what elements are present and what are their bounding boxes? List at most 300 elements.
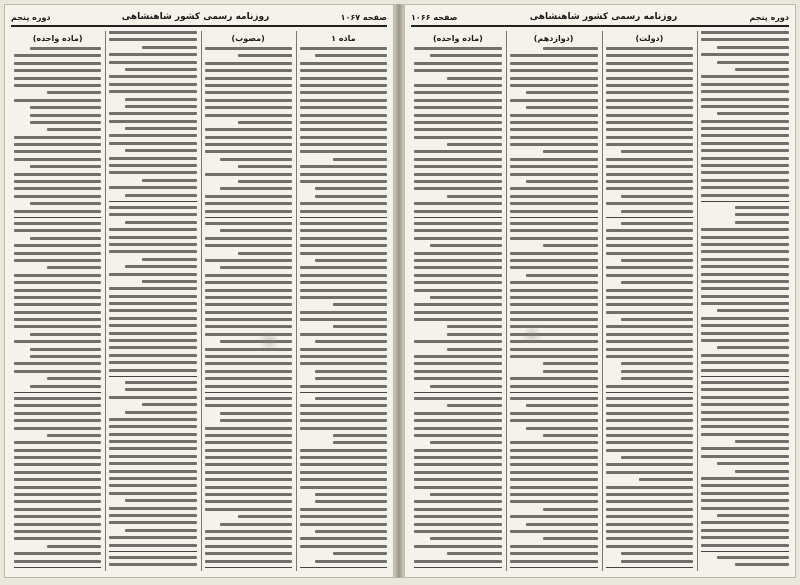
text-line [606,434,694,437]
text-line [14,441,101,444]
text-line [315,187,387,190]
text-line [701,120,789,123]
text-line [606,99,694,102]
text-line [109,462,196,465]
text-line [220,158,292,161]
text-line [701,228,789,231]
text-line [621,210,693,213]
text-line [621,552,693,555]
text-line [14,318,101,321]
text-line [109,236,196,239]
text-line [205,195,292,198]
text-line [14,252,101,255]
text-line [606,500,694,503]
left-page-number: صفحه ۱۰۶۷ [340,12,387,22]
text-line [205,471,292,474]
text-line [14,62,101,65]
text-line [606,311,694,314]
left-issue-label: دوره پنجم [11,12,51,22]
text-line [205,210,292,213]
text-line [701,53,789,56]
text-line [109,346,196,349]
text-line [205,508,292,511]
text-line [717,309,789,312]
text-line [510,348,598,351]
text-line [109,157,196,160]
text-line [414,69,502,72]
text-line [300,478,387,481]
text-line [14,370,101,373]
text-line [205,377,292,380]
text-line [300,515,387,518]
text-line [606,128,694,131]
left-column-2 [201,31,292,571]
text-line [14,289,101,292]
text-line [109,361,196,364]
text-line [735,68,789,71]
text-line [447,143,501,146]
text-line [701,492,789,495]
text-line [414,128,502,131]
text-line [735,470,789,473]
text-line [109,477,196,480]
text-line [510,385,598,388]
text-line [238,252,292,255]
right-page [404,4,796,578]
section-divider [606,392,694,393]
text-line [414,340,502,343]
text-line [414,202,502,205]
text-line [701,280,789,283]
text-line [414,508,502,511]
text-line [109,53,196,56]
text-line [414,434,502,437]
right-column-1 [697,31,789,571]
text-line [300,318,387,321]
section-divider [606,217,694,218]
text-line [510,266,598,269]
text-line [606,54,694,57]
text-line [109,287,196,290]
section-divider [606,567,694,568]
text-line [701,324,789,327]
text-line [701,265,789,268]
text-line [414,173,502,176]
text-line [205,303,292,306]
text-line [205,274,292,277]
text-line [109,90,196,93]
text-line [205,296,292,299]
text-line [300,252,387,255]
text-line [14,449,101,452]
text-line [510,397,598,400]
text-line [14,478,101,481]
text-line [543,370,597,373]
text-line [606,91,694,94]
text-line [205,434,292,437]
text-line [414,187,502,190]
text-line [414,500,502,503]
text-line [300,202,387,205]
text-line [606,404,694,407]
text-line [701,90,789,93]
text-line [109,31,196,34]
text-line [300,412,387,415]
text-line [717,346,789,349]
text-line [300,471,387,474]
text-line [109,433,196,436]
text-line [414,427,502,430]
text-line [414,545,502,548]
text-line [414,449,502,452]
text-line [606,397,694,400]
text-line [300,545,387,548]
text-line [606,84,694,87]
text-line [47,434,101,437]
text-line [606,449,694,452]
text-line [701,433,789,436]
text-line [701,164,789,167]
text-line [430,537,502,540]
text-line [701,236,789,239]
text-line [238,165,292,168]
text-line [205,99,292,102]
left-column-4 [11,31,101,571]
section-divider [14,217,101,218]
text-line [205,397,292,400]
text-line [300,210,387,213]
text-line [701,521,789,524]
text-line [606,325,694,328]
text-line [510,325,598,328]
text-line [510,202,598,205]
text-line [621,362,693,365]
text-line [701,317,789,320]
text-line [606,385,694,388]
text-line [510,210,598,213]
text-line [510,158,598,161]
text-line [300,449,387,452]
section-divider [701,551,789,552]
text-line [526,404,598,407]
text-line [109,228,196,231]
text-line [300,266,387,269]
text-line [14,397,101,400]
text-line [735,221,789,224]
text-line [414,210,502,213]
text-line [606,523,694,526]
text-line [606,530,694,533]
text-line [300,62,387,65]
section-divider [510,392,598,393]
text-line [414,252,502,255]
text-line [14,463,101,466]
book-gutter [394,4,404,578]
left-column-1 [296,31,387,571]
text-line [109,425,196,428]
text-line [606,62,694,65]
text-line [125,68,197,71]
text-line [109,544,196,547]
text-line [205,311,292,314]
text-line [220,523,292,526]
text-line [300,523,387,526]
text-line [142,46,196,49]
column-heading: (ماده واحده) [32,34,83,43]
text-line [333,325,387,328]
text-line [300,289,387,292]
text-line [701,361,789,364]
text-line [109,213,196,216]
text-line [510,412,598,415]
text-line [606,493,694,496]
text-line [606,229,694,232]
text-line [543,434,597,437]
text-line [526,523,598,526]
text-line [14,530,101,533]
text-line [414,180,502,183]
text-line [414,150,502,153]
text-line [109,38,196,41]
text-line [526,106,598,109]
right-masthead [411,9,789,27]
text-line [300,91,387,94]
text-line [701,127,789,130]
column-heading: (مصوب) [231,34,265,43]
text-line [414,463,502,466]
text-line [606,427,694,430]
section-divider [109,376,196,377]
section-divider [205,392,292,393]
text-line [14,244,101,247]
column-heading: (دولت) [635,34,664,43]
text-line [14,471,101,474]
text-line [205,560,292,563]
column-heading: (ماده واحده) [433,34,483,43]
text-line [300,237,387,240]
text-line [109,75,196,78]
text-line [14,560,101,563]
text-line [701,477,789,480]
text-line [300,296,387,299]
text-line [606,187,694,190]
text-line [47,545,101,548]
text-line [14,523,101,526]
text-line [735,563,789,566]
text-line [701,258,789,261]
text-line [109,418,196,421]
text-line [735,440,789,443]
text-line [205,136,292,139]
text-line [701,157,789,160]
text-line [14,456,101,459]
text-line [125,98,197,101]
text-line [109,521,196,524]
text-line [606,274,694,277]
text-line [220,412,292,415]
text-line [543,47,597,50]
text-line [14,500,101,503]
text-line [510,296,598,299]
text-line [606,266,694,269]
text-line [510,54,598,57]
text-line [300,84,387,87]
text-line [701,544,789,547]
text-line [606,486,694,489]
text-line [14,311,101,314]
text-line [414,99,502,102]
text-line [414,355,502,358]
text-line [430,385,502,388]
text-line [414,311,502,314]
text-line [125,149,197,152]
text-line [510,318,598,321]
text-line [430,296,502,299]
text-line [606,515,694,518]
text-line [109,317,196,320]
text-line [701,455,789,458]
column-heading: ماده ۱ [331,34,356,43]
text-line [300,114,387,117]
text-line [300,404,387,407]
text-line [238,515,292,518]
text-line [606,114,694,117]
text-line [606,69,694,72]
left-columns [11,31,387,571]
text-line [14,187,101,190]
text-line [315,500,387,503]
text-line [510,222,598,225]
section-divider [414,392,502,393]
section-divider [109,551,196,552]
section-divider [14,567,101,568]
text-line [14,195,101,198]
text-line [315,340,387,343]
section-divider [701,376,789,377]
text-line [47,377,101,380]
right-issue-label: دوره پنجم [749,12,789,22]
text-line [621,560,693,563]
text-line [430,244,502,247]
text-line [30,47,102,50]
text-line [526,91,598,94]
text-line [606,348,694,351]
text-line [447,325,501,328]
text-line [300,463,387,466]
text-line [109,440,196,443]
text-line [621,318,693,321]
text-line [205,362,292,365]
text-line [701,179,789,182]
text-line [606,143,694,146]
text-line [205,427,292,430]
text-line [300,222,387,225]
text-line [315,493,387,496]
text-line [315,397,387,400]
text-line [300,456,387,459]
text-line [205,77,292,80]
text-line [300,419,387,422]
text-line [526,180,598,183]
text-line [205,500,292,503]
text-line [14,296,101,299]
text-line [14,69,101,72]
text-line [543,244,597,247]
text-line [717,112,789,115]
text-line [205,47,292,50]
text-line [205,318,292,321]
text-line [414,362,502,365]
text-line [14,158,101,161]
text-line [14,136,101,139]
text-line [300,106,387,109]
text-line [606,289,694,292]
text-line [238,54,292,57]
text-line [701,354,789,357]
text-line [606,463,694,466]
text-line [30,385,102,388]
text-line [701,75,789,78]
text-line [205,348,292,351]
text-line [510,377,598,380]
text-line [205,173,292,176]
text-line [109,273,196,276]
text-line [205,493,292,496]
text-line [109,396,196,399]
text-line [315,195,387,198]
text-line [606,252,694,255]
text-line [14,412,101,415]
text-line [205,456,292,459]
text-line [14,419,101,422]
text-line [300,362,387,365]
text-line [125,388,197,391]
text-line [14,486,101,489]
text-line [621,281,693,284]
text-line [701,388,789,391]
text-line [14,210,101,213]
text-line [717,514,789,517]
text-line [109,171,196,174]
text-line [333,303,387,306]
text-line [125,381,197,384]
text-line [109,556,196,559]
text-line [701,536,789,539]
text-line [414,419,502,422]
text-line [414,370,502,373]
text-line [510,486,598,489]
text-line [606,165,694,168]
text-line [510,463,598,466]
text-line [510,252,598,255]
text-line [30,165,102,168]
text-line [510,545,598,548]
text-line [333,158,387,161]
text-line [414,303,502,306]
text-line [510,62,598,65]
text-line [621,195,693,198]
text-line [510,515,598,518]
paper-stain [258,330,280,352]
text-line [125,411,197,414]
text-line [543,150,597,153]
text-line [701,142,789,145]
text-line [109,83,196,86]
text-line [109,332,196,335]
text-line [205,537,292,540]
section-divider [510,217,598,218]
text-line [14,537,101,540]
